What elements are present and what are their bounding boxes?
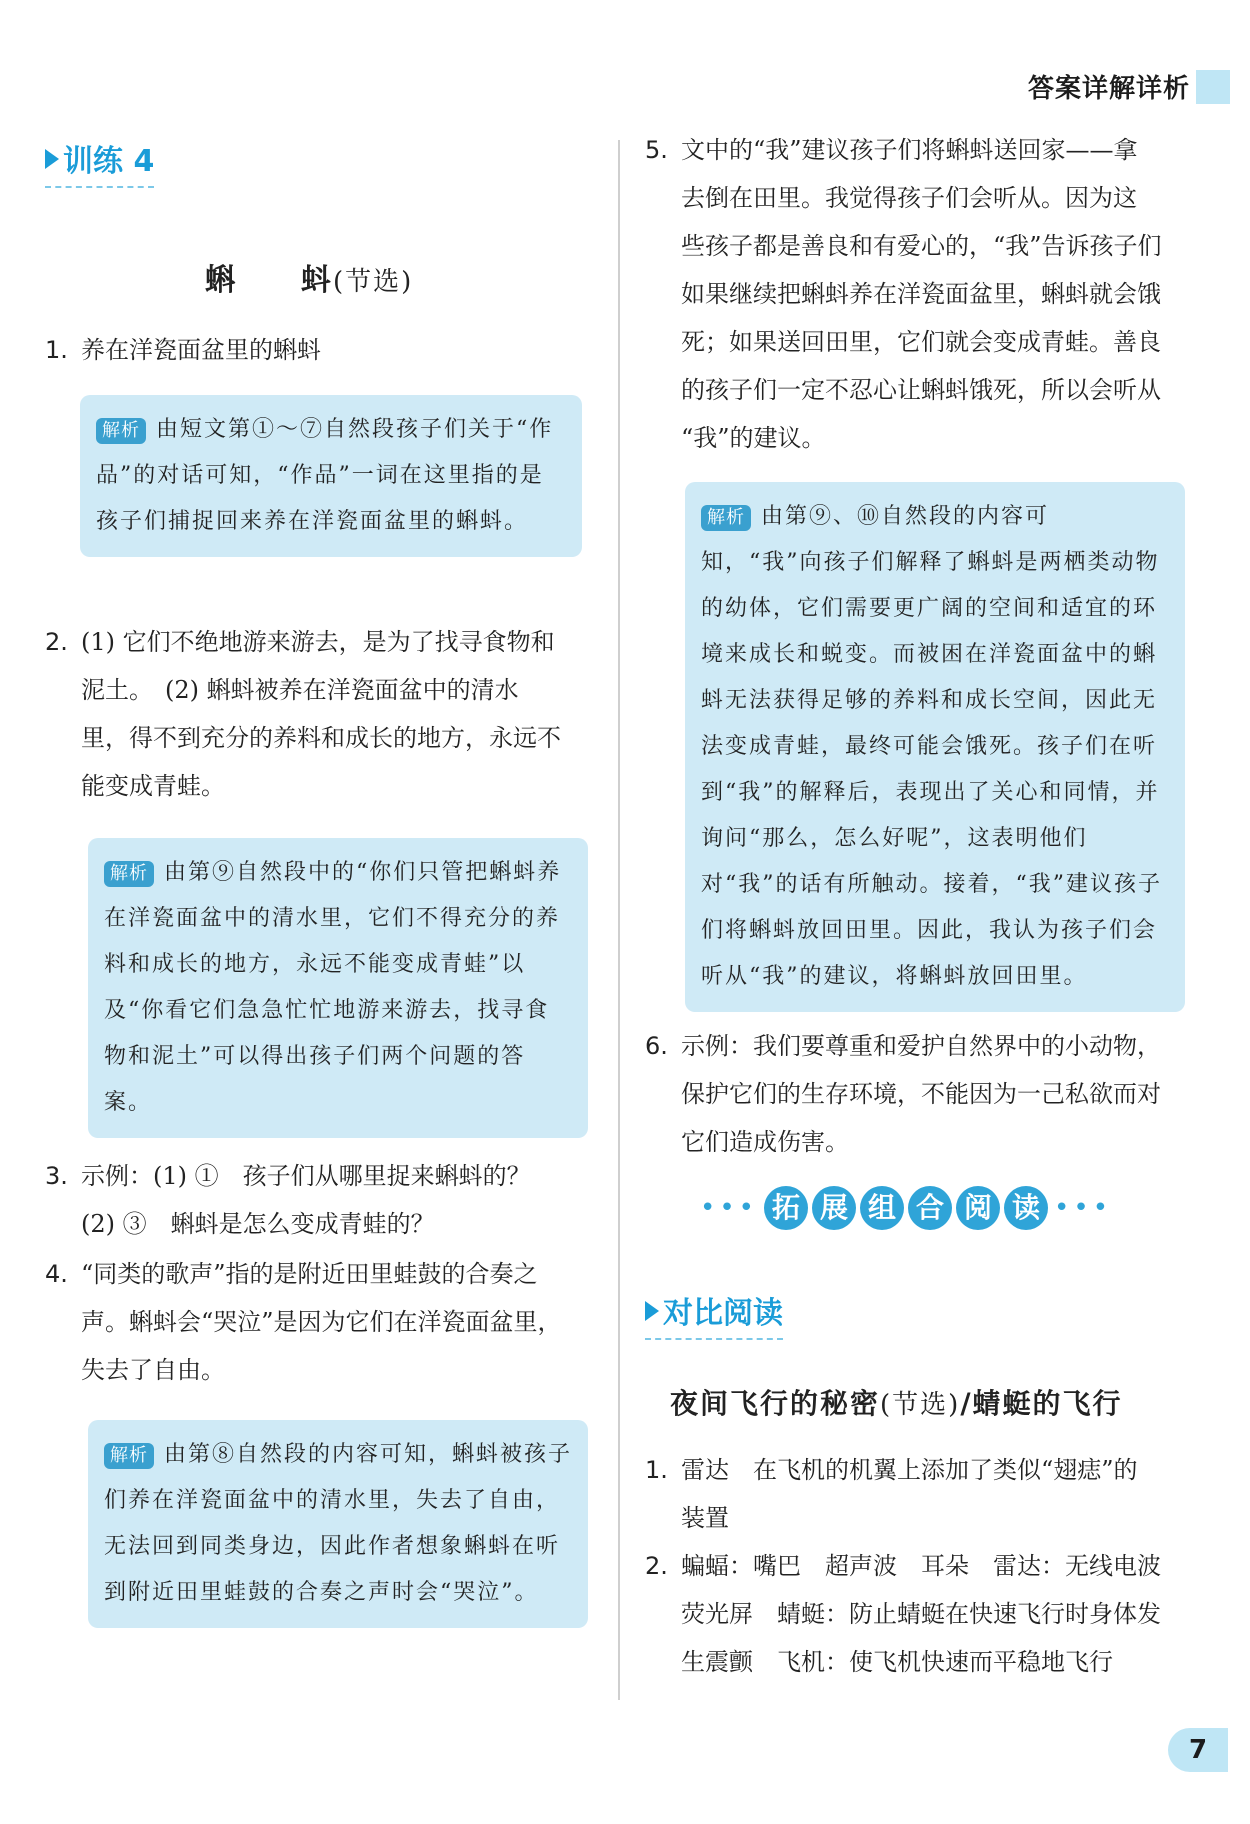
banner-char: 阅	[956, 1186, 1000, 1230]
analysis-box-2	[88, 838, 588, 1138]
analysis-box-1	[80, 395, 582, 557]
answer-item-3	[45, 1152, 595, 1248]
analysis-box-4	[685, 482, 1185, 1012]
item-text: 养在洋瓷面盆里的蝌蚪	[81, 336, 321, 364]
item-text: 示例：我们要尊重和爱护自然界中的小动物， 保护它们的生存环境，不能因为一己私欲而对 它们造成伤害。	[681, 1032, 1161, 1156]
extension-reading-banner	[700, 1186, 1112, 1230]
item-number: 1.	[45, 336, 68, 364]
article-title-text-2: /蜻蜓的飞行	[960, 1387, 1123, 1420]
item-text: 雷达 在飞机的机翼上添加了类似“翅痣”的 装置	[681, 1456, 1138, 1532]
analysis-text: 由第⑨自然段中的“你们只管把蝌蚪养在洋瓷面盆中的清水里，它们不得充分的养料和成长的地方，永远不能变成青蛙”以及“你看它们急急忙忙地游来游去，找寻食物和泥土”可以得出孩子们两个问题的答案。	[104, 860, 562, 1115]
analysis-tag: 解析	[104, 861, 154, 887]
analysis-tag: 解析	[701, 505, 751, 531]
banner-dots-right: •••	[1054, 1193, 1113, 1223]
article-title-text: 夜间飞行的秘密	[670, 1387, 881, 1420]
compare-item-2	[645, 1542, 1195, 1686]
section-label-training	[45, 136, 154, 188]
item-text: 示例：(1) ① 孩子们从哪里捉来蝌蚪的？ (2) ③ 蝌蚪是怎么变成青蛙的？	[81, 1162, 531, 1238]
compare-item-1	[645, 1446, 1195, 1542]
article-subtitle: (节选)	[333, 267, 414, 297]
section-label-compare	[645, 1288, 783, 1340]
item-text: “同类的歌声”指的是附近田里蛙鼓的合奏之 声。蝌蚪会“哭泣”是因为它们在洋瓷面盆里， 失去了自由。	[81, 1260, 562, 1384]
play-triangle-icon	[645, 1301, 659, 1321]
item-text: (1) 它们不绝地游来游去，是为了找寻食物和 泥土。 (2) 蝌蚪被养在洋瓷面盆中的清水 里，得不到充分的养料和成长的地方，永远不 能变成青蛙。	[81, 628, 561, 800]
section-label-text: 对比阅读	[663, 1296, 783, 1331]
banner-char: 拓	[764, 1186, 808, 1230]
answer-item-1	[45, 326, 595, 374]
section-label-text: 训练 4	[63, 144, 155, 179]
banner-dots-left: •••	[700, 1193, 759, 1223]
banner-char: 合	[908, 1186, 952, 1230]
item-text: 蝙蝠：嘴巴 超声波 耳朵 雷达：无线电波 荧光屏 蜻蜓：防止蜻蜓在快速飞行时身体发 生震颤 飞机：使飞机快速而平稳地飞行	[681, 1552, 1161, 1676]
analysis-tag: 解析	[104, 1443, 154, 1469]
item-number: 2.	[45, 628, 68, 656]
item-number: 2.	[645, 1552, 668, 1580]
analysis-text: 由第⑧自然段的内容可知，蝌蚪被孩子们养在洋瓷面盆中的清水里，失去了自由，无法回到同类身边，因此作者想象蝌蚪在听到附近田里蛙鼓的合奏之声时会“哭泣”。	[104, 1442, 573, 1605]
item-number: 4.	[45, 1260, 68, 1288]
page-number: 7	[1168, 1728, 1228, 1772]
header-accent-tab	[1196, 70, 1230, 104]
item-number: 3.	[45, 1162, 68, 1190]
article-title-2	[670, 1382, 1123, 1422]
item-number: 6.	[645, 1032, 668, 1060]
article-title-text: 蝌 蚪	[205, 263, 333, 298]
item-number: 1.	[645, 1456, 668, 1484]
analysis-text: 由第⑨、⑩自然段的内容可知，“我”向孩子们解释了蝌蚪是两栖类动物的幼体，它们需要更广阔的空间和适宜的环境来成长和蜕变。而被困在洋瓷面盆中的蝌蚪无法获得足够的养料和成长空间，因此无法变成青蛙，最终可能会饿死。孩子们在听到“我”的解释后，表现出了关心和同情，并询问“那么，怎么好呢”，这表明他们对“我”的话有所触动。接着，“我”建议孩子们将蝌蚪放回田里。因此，我认为孩子们会听从“我”的建议，将蝌蚪放回田里。	[701, 504, 1162, 989]
analysis-text: 由短文第①～⑦自然段孩子们关于“作品”的对话可知，“作品”一词在这里指的是孩子们捕捉回来养在洋瓷面盆里的蝌蚪。	[96, 417, 554, 534]
banner-char: 展	[812, 1186, 856, 1230]
item-text: 文中的“我”建议孩子们将蝌蚪送回家——拿 去倒在田里。我觉得孩子们会听从。因为这 些孩子都是善良和有爱心的，“我”告诉孩子们 如果继续把蝌蚪养在洋瓷面盆里，蝌蚪就会饿 死；如果送回田里，它们就会变成青蛙。善良 的孩子们一定不忍心让蝌蚪饿死，所以会听从 “我”的建议。	[681, 136, 1162, 452]
header-title: 答案详解详析	[1027, 74, 1190, 104]
analysis-tag: 解析	[96, 418, 146, 444]
banner-chars	[764, 1186, 1048, 1230]
answer-item-2	[45, 618, 595, 810]
column-divider	[618, 140, 620, 1700]
answer-item-4	[45, 1250, 595, 1394]
banner-char: 组	[860, 1186, 904, 1230]
item-number: 5.	[645, 136, 668, 164]
banner-char: 读	[1004, 1186, 1048, 1230]
article-subtitle: (节选)	[880, 1390, 961, 1420]
answer-item-5	[645, 126, 1195, 462]
analysis-box-3	[88, 1420, 588, 1628]
play-triangle-icon	[45, 149, 59, 169]
article-title	[205, 255, 413, 299]
answer-item-6	[645, 1022, 1195, 1166]
